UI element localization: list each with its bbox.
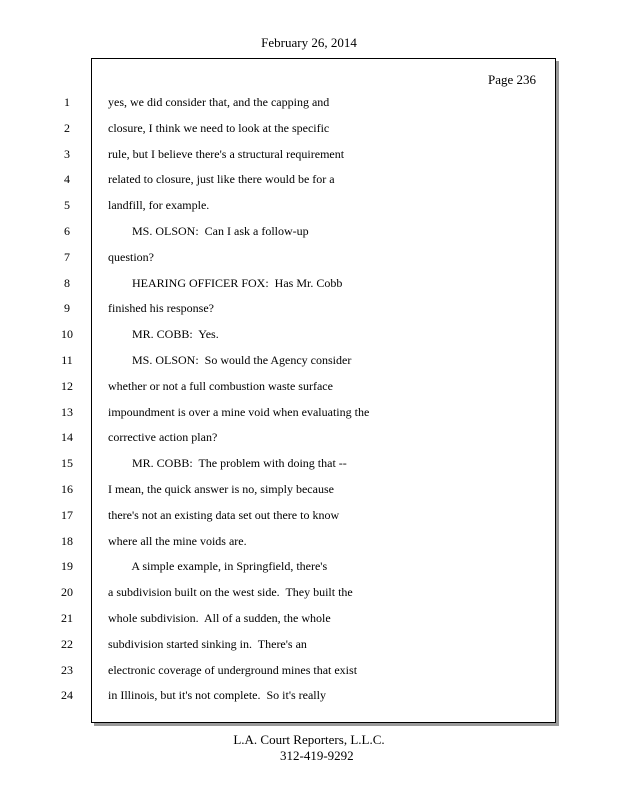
line-text: electronic coverage of underground mines that exist: [108, 663, 358, 677]
line-text: MR. COBB: Yes.: [108, 327, 219, 341]
line-number: 1: [64, 95, 70, 109]
line-number: 7: [64, 250, 70, 264]
line-number: 20: [61, 585, 73, 599]
line-text: yes, we did consider that, and the capping and: [108, 95, 330, 109]
line-number: 10: [61, 327, 73, 341]
line-text: landfill, for example.: [108, 198, 210, 212]
line-number: 13: [61, 405, 73, 419]
line-number: 4: [64, 172, 70, 186]
page-number: Page 236: [487, 72, 536, 87]
line-number: 12: [61, 379, 73, 393]
line-number: 19: [61, 559, 73, 573]
line-number: 18: [61, 534, 73, 548]
line-text: corrective action plan?: [108, 430, 218, 444]
line-text: A simple example, in Springfield, there's: [108, 559, 328, 573]
line-text: HEARING OFFICER FOX: Has Mr. Cobb: [108, 276, 343, 290]
line-number: 21: [61, 611, 73, 625]
line-text: closure, I think we need to look at the specific: [108, 121, 330, 135]
line-text: impoundment is over a mine void when evaluating the: [108, 405, 370, 419]
line-text: whole subdivision. All of a sudden, the whole: [108, 611, 331, 625]
line-number: 14: [61, 430, 73, 444]
line-text: finished his response?: [108, 301, 214, 315]
line-text: MS. OLSON: Can I ask a follow-up: [108, 224, 309, 238]
line-number: 24: [61, 688, 73, 702]
line-number: 16: [61, 482, 73, 496]
line-number: 9: [64, 301, 70, 315]
line-text: question?: [108, 250, 154, 264]
line-number: 8: [64, 276, 70, 290]
line-text: whether or not a full combustion waste surface: [108, 379, 333, 393]
line-text: where all the mine voids are.: [108, 534, 247, 548]
line-text: related to closure, just like there would be for a: [108, 172, 335, 186]
line-text: subdivision started sinking in. There's an: [108, 637, 307, 651]
line-number: 11: [61, 353, 73, 367]
line-number: 3: [64, 147, 70, 161]
line-text: MR. COBB: The problem with doing that --: [108, 456, 347, 470]
line-number: 2: [64, 121, 70, 135]
line-text: in Illinois, but it's not complete. So it's really: [108, 688, 326, 702]
line-text: a subdivision built on the west side. They built the: [108, 585, 353, 599]
line-number: 5: [64, 198, 70, 212]
transcript-date: February 26, 2014: [261, 35, 357, 50]
line-number: 17: [61, 508, 73, 522]
footer-phone: 312-419-9292: [280, 748, 354, 763]
line-number: 15: [61, 456, 73, 470]
line-number: 22: [61, 637, 73, 651]
line-text: there's not an existing data set out there to know: [108, 508, 340, 522]
line-number: 6: [64, 224, 70, 238]
footer-company: L.A. Court Reporters, L.L.C.: [233, 732, 385, 747]
line-number: 23: [61, 663, 73, 677]
line-text: rule, but I believe there's a structural requirement: [108, 147, 345, 161]
line-text: I mean, the quick answer is no, simply because: [108, 482, 334, 496]
line-text: MS. OLSON: So would the Agency consider: [108, 353, 352, 367]
